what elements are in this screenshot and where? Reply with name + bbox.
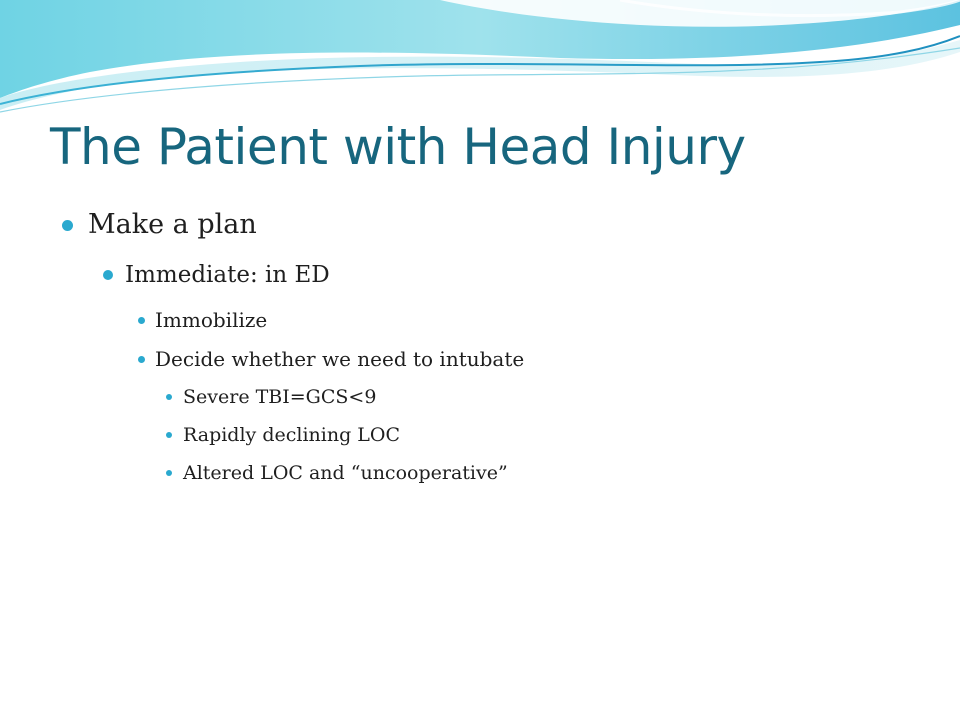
bullet-dot-icon: [103, 270, 113, 280]
bullet-dot-icon: [166, 394, 172, 400]
bullet-item-immediate: [60, 257, 920, 293]
bullet-text: Severe TBI=GCS<9: [183, 386, 377, 408]
bullet-item-altered-loc: [60, 459, 920, 487]
bullet-dot-icon: [138, 356, 145, 363]
header-wave-decoration: [0, 0, 960, 130]
bullet-item-decide-intubate: [60, 344, 920, 374]
bullet-text: Decide whether we need to intubate: [155, 347, 525, 371]
bullet-text: Altered LOC and “uncooperative”: [183, 462, 508, 484]
bullet-dot-icon: [166, 470, 172, 476]
bullet-item-make-a-plan: [60, 205, 920, 245]
slide-title: The Patient with Head Injury: [50, 118, 746, 176]
bullet-dot-icon: [62, 220, 73, 231]
bullet-item-declining-loc: [60, 421, 920, 449]
bullet-dot-icon: [166, 432, 172, 438]
bullet-text: Rapidly declining LOC: [183, 424, 401, 446]
bullet-item-immobilize: [60, 305, 920, 335]
bullet-dot-icon: [138, 317, 145, 324]
bullet-text: Make a plan: [88, 209, 257, 240]
bullet-text: Immobilize: [155, 308, 268, 332]
bullet-list: [60, 205, 920, 497]
bullet-item-severe-tbi: [60, 383, 920, 411]
bullet-text: Immediate: in ED: [125, 262, 330, 288]
